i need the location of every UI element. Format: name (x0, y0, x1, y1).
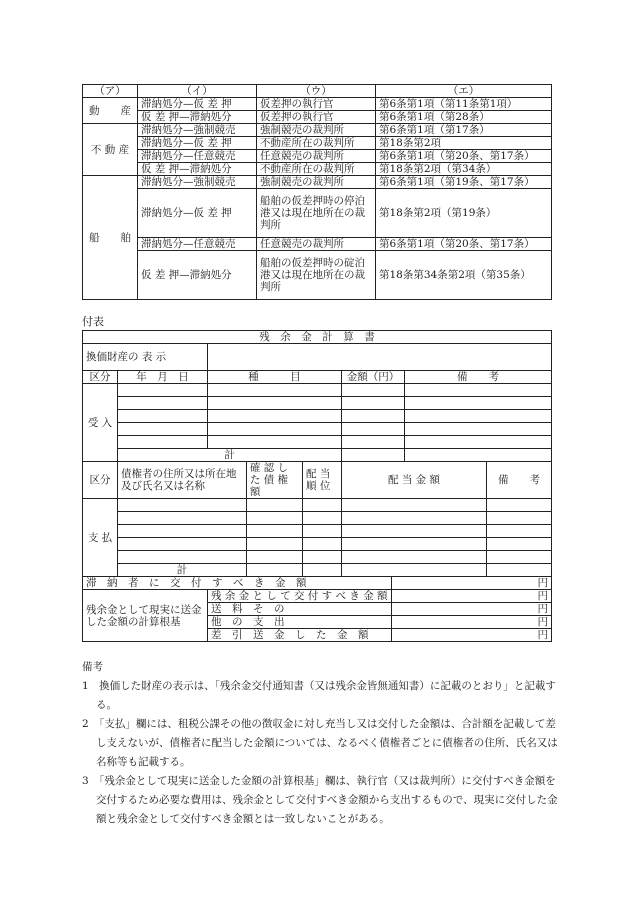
cell: 滞納処分—強制競売 (138, 176, 257, 189)
cell: 第18条第2項（第34条） (376, 163, 552, 176)
basis-row: 送 料 そ の (208, 603, 392, 616)
cell: 第6条第1項（第19条、第17条） (376, 176, 552, 189)
cell: 不動産所在の裁判所 (257, 137, 376, 150)
notes (82, 658, 558, 829)
cell: 滞納処分—強制競売 (138, 124, 257, 137)
pay-header: 配 当 金 額 (341, 462, 486, 499)
cell: 第6条第1項（第11条第1項） (376, 98, 552, 111)
cell: 第6条第1項（第28条） (376, 111, 552, 124)
yen-unit: 円 (391, 616, 551, 629)
header-i: （イ） (138, 85, 257, 98)
table-row (83, 238, 552, 251)
group-label: 不 動 産 (83, 124, 138, 176)
header-u: （ウ） (257, 85, 376, 98)
cell: 仮 差 押—滞納処分 (138, 163, 257, 176)
pay-label: 支 払 (83, 499, 118, 577)
table-row (83, 111, 552, 124)
cell: 滞納処分—仮 差 押 (138, 98, 257, 111)
basis-row: 残 余 金 と し て 交 付 す べ き 金 額 (208, 590, 392, 603)
cell: 滞納処分—任意競売 (138, 238, 257, 251)
cell: 船舶の仮差押時の停泊港又は現在地所在の裁判所 (257, 189, 376, 238)
cell: 滞納処分—任意競売 (138, 150, 257, 163)
cell: 第18条第2項（第19条） (376, 189, 552, 238)
table-row (83, 189, 552, 238)
cell: 第18条第2項 (376, 137, 552, 150)
table-row (83, 137, 552, 150)
group-label: 船 舶 (83, 176, 138, 300)
pay-header: 備 考 (487, 462, 552, 499)
cell: 滞納処分—仮 差 押 (138, 137, 257, 150)
cell: 仮差押の執行官 (257, 111, 376, 124)
recv-header: 種 目 (208, 371, 342, 384)
attachment-label: 付表 (82, 315, 104, 328)
mapping-table (82, 84, 552, 300)
cell: 第6条第1項（第20条、第17条） (376, 150, 552, 163)
table-row (83, 124, 552, 137)
cell: 船舶の仮差押時の碇泊港又は現在地所在の裁判所 (257, 251, 376, 300)
group-label: 動 産 (83, 98, 138, 124)
cell: 第6条第1項（第20条、第17条） (376, 238, 552, 251)
recv-header: 備 考 (405, 371, 552, 384)
recv-label: 受 入 (83, 384, 118, 462)
note-item: 3 「残余金として現実に送金した金額の計算根基」欄は、執行官（又は裁判所）に交付すべき金額を交付するため必要な費用は、残余金として交付すべき金額から支出するもので、現実に交付した金額と残余金として交付すべき金額とは一致しないことがある。 (82, 775, 558, 825)
deliver-label: 滞 納 者 に 交 付 す べ き 金 額 (83, 577, 392, 590)
table-row (83, 176, 552, 189)
pay-header: 確 認 し た 債 権 額 (246, 462, 302, 499)
yen-unit: 円 (391, 577, 551, 590)
notes-heading: 備考 (82, 661, 103, 673)
yen-unit: 円 (391, 590, 551, 603)
table-row (83, 150, 552, 163)
cell: 第6条第1項（第17条） (376, 124, 552, 137)
yen-unit: 円 (391, 629, 551, 642)
cell: 仮 差 押—滞納処分 (138, 111, 257, 124)
table-row (83, 251, 552, 300)
recv-header: 区分 (83, 371, 118, 384)
note-item: 1 換価した財産の表示は、「残余金交付通知書（又は残余金皆無通知書）に記載のとおり」と記載する。 (82, 680, 556, 711)
cell: 仮 差 押—滞納処分 (138, 251, 257, 300)
recv-header: 金額（円） (341, 371, 404, 384)
cell: 任意競売の裁判所 (257, 238, 376, 251)
recv-header: 年 月 日 (118, 371, 208, 384)
cell: 任意競売の裁判所 (257, 150, 376, 163)
table-header-row (83, 85, 552, 98)
yen-unit: 円 (391, 603, 551, 616)
table-row (83, 98, 552, 111)
note-item: 2 「支払」欄には、租税公課その他の徴収金に対し充当し又は交付した金額は、合計額を記載して差し支えないが、債権者に配当した金額については、なるべく債権者ごとに債権者の住所、氏名又は名称等も記載する。 (82, 718, 558, 768)
surplus-calculation-form (82, 330, 552, 642)
recv-total-label: 計 (118, 449, 342, 462)
header-a: （ア） (83, 85, 138, 98)
header-e: （エ） (376, 85, 552, 98)
pay-header: 配 当 順 位 (303, 462, 342, 499)
pay-total-label: 計 (118, 564, 247, 577)
property-label: 換価財産の 表 示 (83, 344, 208, 371)
cell: 不動産所在の裁判所 (257, 163, 376, 176)
form-title: 残 余 金 計 算 書 (83, 331, 552, 344)
basis-row: 差 引 送 金 し た 金 額 (208, 629, 392, 642)
property-value (208, 344, 552, 371)
cell: 強制競売の裁判所 (257, 176, 376, 189)
pay-header: 区分 (83, 462, 118, 499)
cell: 滞納処分—仮 差 押 (138, 189, 257, 238)
cell: 第18条第34条第2項（第35条） (376, 251, 552, 300)
basis-label: 残余金として現実に送金した金額の計算根基 (83, 590, 208, 642)
cell: 仮差押の執行官 (257, 98, 376, 111)
cell: 強制競売の裁判所 (257, 124, 376, 137)
table-row (83, 163, 552, 176)
pay-header: 債権者の住所又は所在地及び氏名又は名称 (118, 462, 247, 499)
basis-row: 他 の 支 出 (208, 616, 392, 629)
